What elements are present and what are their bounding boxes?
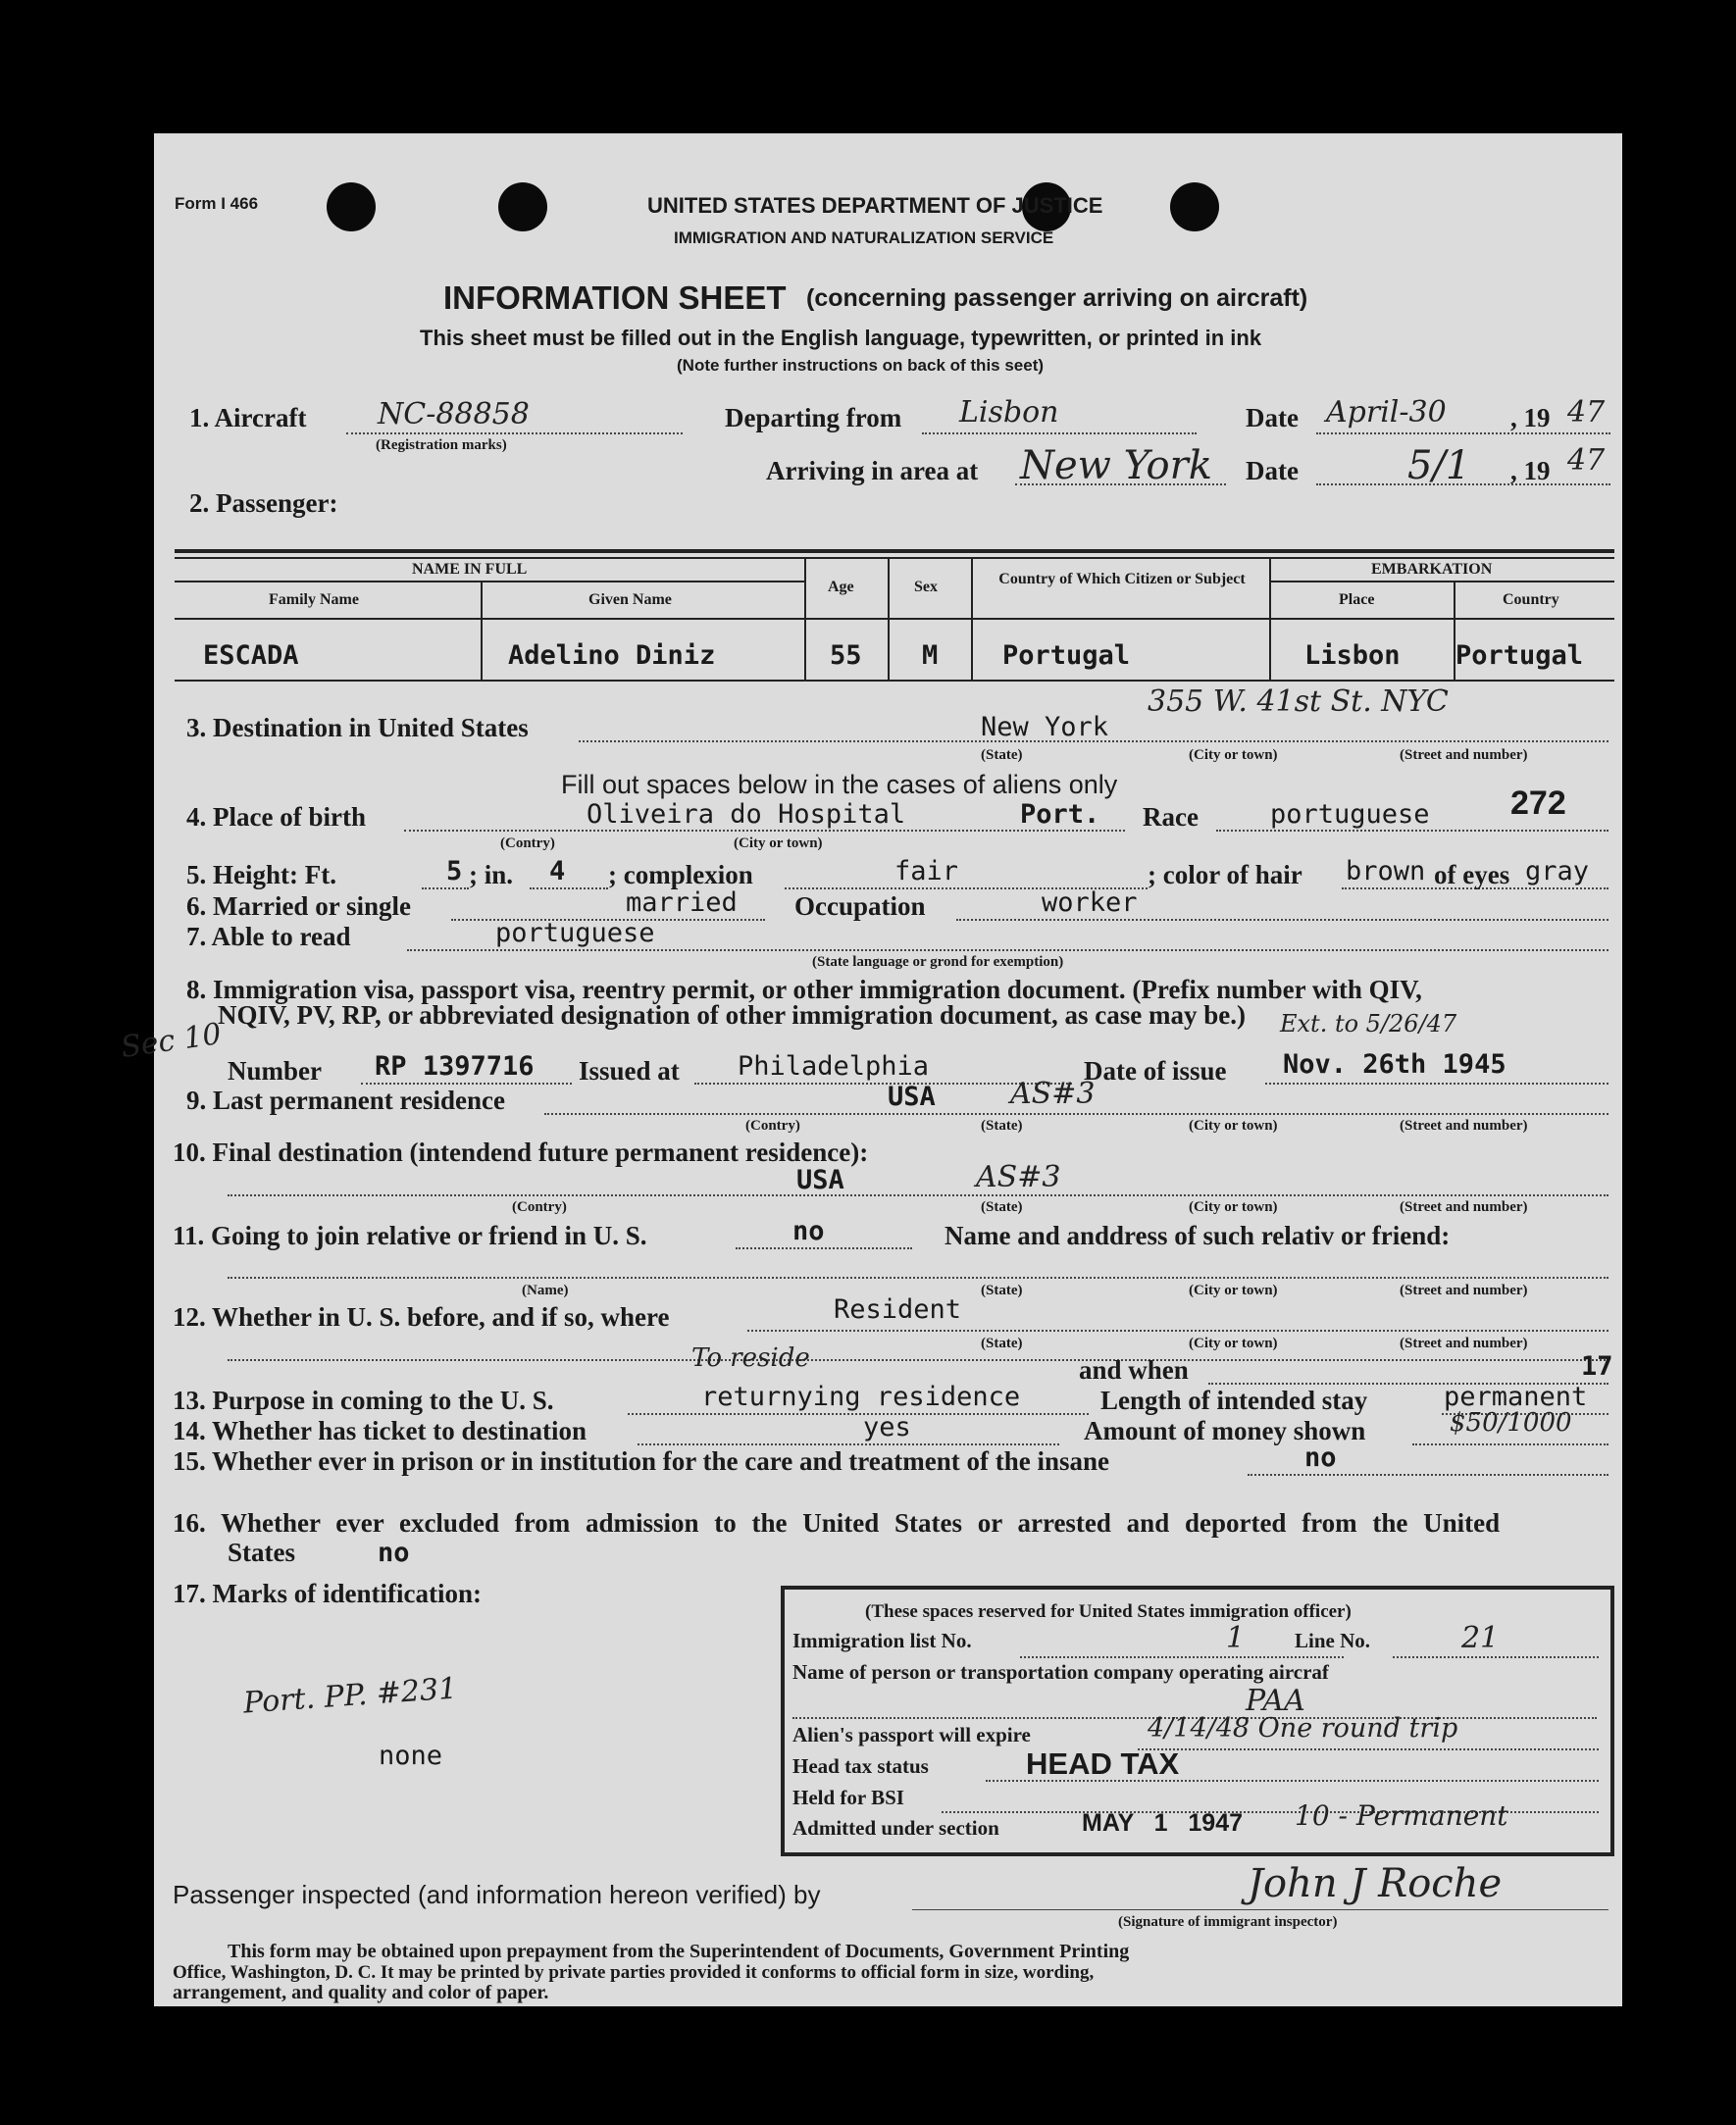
registration-caption: (Registration marks) bbox=[376, 437, 507, 453]
money-line bbox=[1412, 1443, 1608, 1445]
birth-line bbox=[404, 830, 1125, 832]
residence-label: 9. Last permanent residence bbox=[186, 1086, 505, 1115]
stay-value[interactable]: permanent bbox=[1444, 1382, 1588, 1412]
passport-label: Alien's passport will expire bbox=[792, 1723, 1031, 1746]
visa-label-1: 8. Immigration visa, passport visa, reentry permit, or other immigration document. (Prefix number with QIV, bbox=[186, 975, 1422, 1004]
street-caption: (Street and number) bbox=[1400, 1118, 1528, 1134]
th-country: Country of Which Citizen or Subject bbox=[998, 571, 1246, 587]
eyes-label: of eyes bbox=[1434, 860, 1510, 889]
page-title: INFORMATION SHEET bbox=[443, 279, 787, 316]
issued-at[interactable]: Philadelphia bbox=[738, 1051, 930, 1082]
prison-label: 15. Whether ever in prison or in institution for the care and treatment of the insane bbox=[173, 1446, 1109, 1476]
tax-label: Head tax status bbox=[792, 1754, 929, 1778]
aliens-note: Fill out spaces below in the cases of aliens only bbox=[561, 770, 1118, 799]
sex-cell[interactable]: M bbox=[922, 640, 939, 671]
marks-handwritten[interactable]: Port. PP. #231 bbox=[242, 1671, 459, 1721]
th-given-name: Given Name bbox=[588, 591, 672, 608]
purpose-line bbox=[628, 1413, 1089, 1415]
money-value[interactable]: $50/1000 bbox=[1450, 1408, 1572, 1438]
residence-country[interactable]: USA bbox=[888, 1082, 936, 1112]
aircraft-value[interactable]: NC-88858 bbox=[378, 397, 530, 431]
ticket-value[interactable]: yes bbox=[863, 1412, 911, 1442]
street-caption: (Street and number) bbox=[1400, 1199, 1528, 1215]
hair-label: ; color of hair bbox=[1148, 860, 1302, 889]
inspector-signature[interactable]: John J Roche bbox=[1248, 1861, 1503, 1906]
departing-date-line bbox=[1316, 432, 1610, 434]
state-language-caption: (State language or grond for exemption) bbox=[812, 954, 1064, 970]
issue-date[interactable]: Nov. 26th 1945 bbox=[1283, 1049, 1506, 1080]
relative-value[interactable]: no bbox=[792, 1216, 825, 1246]
visa-number[interactable]: RP 1397716 bbox=[375, 1051, 535, 1082]
admitted-label: Admitted under section bbox=[792, 1816, 999, 1840]
destination-label: 3. Destination in United States bbox=[186, 713, 529, 742]
final-dest-country[interactable]: USA bbox=[796, 1165, 844, 1195]
state-caption: (State) bbox=[981, 1283, 1023, 1298]
issued-label: Issued at bbox=[579, 1056, 680, 1086]
relative-line bbox=[736, 1247, 912, 1249]
visa-label-2: NQIV, PV, RP, or abbreviated designation of other immigration document, as case may be.) bbox=[218, 1000, 1247, 1030]
before-handwritten[interactable]: To reside bbox=[691, 1343, 810, 1373]
officer-box bbox=[781, 1586, 1614, 1856]
admitted-value[interactable]: 10 - Permanent bbox=[1295, 1799, 1508, 1832]
birth-label: 4. Place of birth bbox=[186, 802, 366, 832]
race-label: Race bbox=[1143, 802, 1199, 832]
ticket-line bbox=[638, 1443, 1059, 1445]
race-value[interactable]: portuguese bbox=[1270, 799, 1430, 830]
visa-number-line bbox=[361, 1083, 572, 1085]
admitted-stamp[interactable]: MAY 1 1947 bbox=[1082, 1809, 1244, 1837]
city-caption: (City or town) bbox=[1189, 1199, 1278, 1215]
department-name: UNITED STATES DEPARTMENT OF JUSTICE bbox=[647, 193, 1103, 218]
city-caption: (City or town) bbox=[734, 835, 823, 851]
departing-line bbox=[922, 432, 1197, 434]
occupation-label: Occupation bbox=[794, 891, 926, 921]
company-label: Name of person or transportation company operating aircraf bbox=[792, 1660, 1329, 1684]
age-cell[interactable]: 55 bbox=[830, 640, 862, 671]
money-label: Amount of money shown bbox=[1084, 1416, 1366, 1445]
arriving-label: Arriving in area at bbox=[766, 456, 979, 485]
citizen-cell[interactable]: Portugal bbox=[1002, 640, 1131, 671]
marks-label: 17. Marks of identification: bbox=[173, 1579, 482, 1608]
when-label: and when bbox=[1079, 1355, 1189, 1385]
height-in-line bbox=[530, 887, 608, 889]
residence-line bbox=[544, 1113, 1608, 1115]
race-code: 272 bbox=[1510, 784, 1566, 822]
state-caption: (State) bbox=[981, 747, 1023, 763]
departing-year[interactable]: 47 bbox=[1567, 395, 1606, 430]
departing-date-label: Date bbox=[1246, 403, 1299, 432]
list-line bbox=[1020, 1656, 1344, 1658]
officer-box-title: (These spaces reserved for United States immigration officer) bbox=[865, 1601, 1352, 1622]
visa-extension[interactable]: Ext. to 5/26/47 bbox=[1280, 1010, 1457, 1037]
given-name-cell[interactable]: Adelino Diniz bbox=[508, 640, 716, 671]
birth-country[interactable]: Port. bbox=[1020, 799, 1100, 830]
departing-value[interactable]: Lisbon bbox=[959, 395, 1059, 430]
excluded-label-1: 16. Whether ever excluded from admission to the United States or arrested and deported from the United bbox=[173, 1508, 1501, 1538]
th-sex: Sex bbox=[914, 579, 938, 595]
form-number: Form I 466 bbox=[175, 194, 259, 213]
country-caption: (Contry) bbox=[745, 1118, 800, 1134]
arriving-year-prefix: , 19 bbox=[1510, 456, 1551, 485]
street-caption: (Street and number) bbox=[1400, 1336, 1528, 1351]
arriving-date-label: Date bbox=[1246, 456, 1299, 485]
th-emb-country: Country bbox=[1503, 591, 1559, 608]
bsi-label: Held for BSI bbox=[792, 1786, 904, 1809]
company-value[interactable]: PAA bbox=[1246, 1684, 1305, 1718]
city-caption: (City or town) bbox=[1189, 1336, 1278, 1351]
excluded-value[interactable]: no bbox=[378, 1538, 410, 1568]
line-value[interactable]: 21 bbox=[1461, 1621, 1500, 1655]
country-caption: (Contry) bbox=[512, 1199, 567, 1215]
arriving-year[interactable]: 47 bbox=[1567, 443, 1606, 478]
final-dest-label: 10. Final destination (intendend future permanent residence): bbox=[173, 1138, 869, 1167]
height-in[interactable]: 4 bbox=[549, 856, 566, 886]
relative-label: 11. Going to join relative or friend in U. S. bbox=[173, 1221, 647, 1250]
read-line bbox=[407, 949, 1608, 951]
before-line bbox=[747, 1330, 1608, 1332]
name-caption: (Name) bbox=[522, 1283, 569, 1298]
tax-stamp[interactable]: HEAD TAX bbox=[1026, 1746, 1180, 1781]
city-caption: (City or town) bbox=[1189, 747, 1278, 763]
married-value[interactable]: married bbox=[626, 887, 738, 918]
place-cell[interactable]: Lisbon bbox=[1304, 640, 1401, 671]
complexion-value[interactable]: fair bbox=[894, 856, 959, 886]
family-name-cell[interactable]: ESCADA bbox=[203, 640, 299, 671]
signature-caption: (Signature of immigrant inspector) bbox=[1118, 1914, 1338, 1930]
list-label: Immigration list No. bbox=[792, 1629, 972, 1652]
street-caption: (Street and number) bbox=[1400, 747, 1528, 763]
relative-name-label: Name and anddress of such relativ or friend: bbox=[945, 1221, 1451, 1250]
excluded-label-2: States bbox=[228, 1538, 295, 1567]
state-caption: (State) bbox=[981, 1118, 1023, 1134]
race-line bbox=[1216, 830, 1608, 832]
relative-name-line bbox=[228, 1277, 1608, 1279]
instruction-text: This sheet must be filled out in the English language, typewritten, or printed in ink bbox=[420, 326, 1262, 350]
service-name: IMMIGRATION AND NATURALIZATION SERVICE bbox=[674, 228, 1054, 247]
occupation-value[interactable]: worker bbox=[1042, 887, 1138, 918]
th-place: Place bbox=[1339, 591, 1375, 608]
before-value[interactable]: Resident bbox=[834, 1294, 962, 1325]
th-age: Age bbox=[828, 579, 854, 595]
stay-label: Length of intended stay bbox=[1100, 1386, 1368, 1415]
punch-hole bbox=[327, 182, 376, 231]
footer-line-3: arrangement, and quality and color of paper. bbox=[173, 1982, 549, 2003]
issue-date-line bbox=[1265, 1083, 1608, 1085]
before-label: 12. Whether in U. S. before, and if so, where bbox=[173, 1302, 670, 1332]
married-label: 6. Married or single bbox=[186, 891, 411, 921]
eyes-value[interactable]: gray bbox=[1525, 856, 1590, 886]
before-line-2 bbox=[228, 1359, 1608, 1361]
height-ft[interactable]: 5 bbox=[446, 856, 463, 886]
purpose-label: 13. Purpose in coming to the U. S. bbox=[173, 1386, 554, 1415]
prison-value[interactable]: no bbox=[1304, 1442, 1337, 1473]
state-caption: (State) bbox=[981, 1336, 1023, 1351]
city-caption: (City or town) bbox=[1189, 1283, 1278, 1298]
height-ft-line bbox=[422, 887, 469, 889]
list-value[interactable]: 1 bbox=[1226, 1621, 1246, 1655]
issue-date-label: Date of issue bbox=[1084, 1056, 1227, 1086]
footer-line-1: This form may be obtained upon prepayment from the Superintendent of Documents, Government Printing bbox=[228, 1941, 1130, 1962]
th-family-name: Family Name bbox=[269, 591, 359, 608]
when-value[interactable]: 17 bbox=[1581, 1351, 1613, 1382]
visa-number-label: Number bbox=[228, 1056, 322, 1086]
line-label: Line No. bbox=[1295, 1629, 1371, 1652]
purpose-value[interactable]: returnying residence bbox=[701, 1382, 1021, 1412]
departing-year-prefix: , 19 bbox=[1510, 403, 1551, 432]
punch-hole bbox=[1170, 182, 1219, 231]
departing-label: Departing from bbox=[725, 403, 902, 432]
country-caption: (Contry) bbox=[500, 835, 555, 851]
height-label: 5. Height: Ft. bbox=[186, 860, 336, 889]
arriving-date[interactable]: 5/1 bbox=[1407, 443, 1471, 488]
th-name-in-full: NAME IN FULL bbox=[412, 561, 528, 578]
passport-value[interactable]: 4/14/48 One round trip bbox=[1148, 1713, 1458, 1744]
instruction-note: (Note further instructions on back of this seet) bbox=[677, 356, 1045, 375]
state-caption: (State) bbox=[981, 1199, 1023, 1215]
aircraft-label: 1. Aircraft bbox=[189, 403, 307, 432]
occupation-line bbox=[956, 919, 1608, 921]
visa-margin-note: Sec 10 bbox=[119, 1017, 224, 1065]
aircraft-line bbox=[346, 432, 683, 434]
destination-street[interactable]: 355 W. 41st St. NYC bbox=[1148, 684, 1449, 719]
inspected-label: Passenger inspected (and information hereon verified) by bbox=[173, 1880, 821, 1909]
marks-value[interactable]: none bbox=[379, 1741, 443, 1771]
signature-line bbox=[912, 1909, 1608, 1910]
emb-country-cell[interactable]: Portugal bbox=[1455, 640, 1584, 671]
read-value[interactable]: portuguese bbox=[495, 918, 655, 948]
departing-date[interactable]: April-30 bbox=[1326, 395, 1447, 430]
footer-line-2: Office, Washington, D. C. It may be printed by private parties provided it conforms to official form in size, wording, bbox=[173, 1962, 1095, 1983]
ticket-label: 14. Whether has ticket to destination bbox=[173, 1416, 587, 1445]
line-line bbox=[1393, 1656, 1599, 1658]
residence-state[interactable]: AS#3 bbox=[1010, 1077, 1096, 1111]
street-caption: (Street and number) bbox=[1400, 1283, 1528, 1298]
final-dest-line bbox=[228, 1194, 1608, 1196]
prison-line bbox=[1248, 1474, 1608, 1476]
destination-state[interactable]: New York bbox=[981, 712, 1109, 742]
complexion-label: ; complexion bbox=[608, 860, 753, 889]
passenger-label: 2. Passenger: bbox=[189, 488, 338, 518]
read-label: 7. Able to read bbox=[186, 922, 351, 951]
final-dest-state[interactable]: AS#3 bbox=[976, 1160, 1061, 1194]
footer-text bbox=[173, 1942, 1614, 2003]
birth-city[interactable]: Oliveira do Hospital bbox=[587, 799, 906, 830]
hair-value[interactable]: brown bbox=[1346, 856, 1426, 886]
page-subtitle: (concerning passenger arriving on aircraft) bbox=[806, 284, 1308, 312]
height-in-label: ; in. bbox=[469, 860, 514, 889]
arriving-value[interactable]: New York bbox=[1020, 443, 1212, 488]
passport-line bbox=[1138, 1748, 1599, 1750]
punch-hole bbox=[498, 182, 547, 231]
th-embarkation: EMBARKATION bbox=[1371, 561, 1493, 578]
city-caption: (City or town) bbox=[1189, 1118, 1278, 1134]
